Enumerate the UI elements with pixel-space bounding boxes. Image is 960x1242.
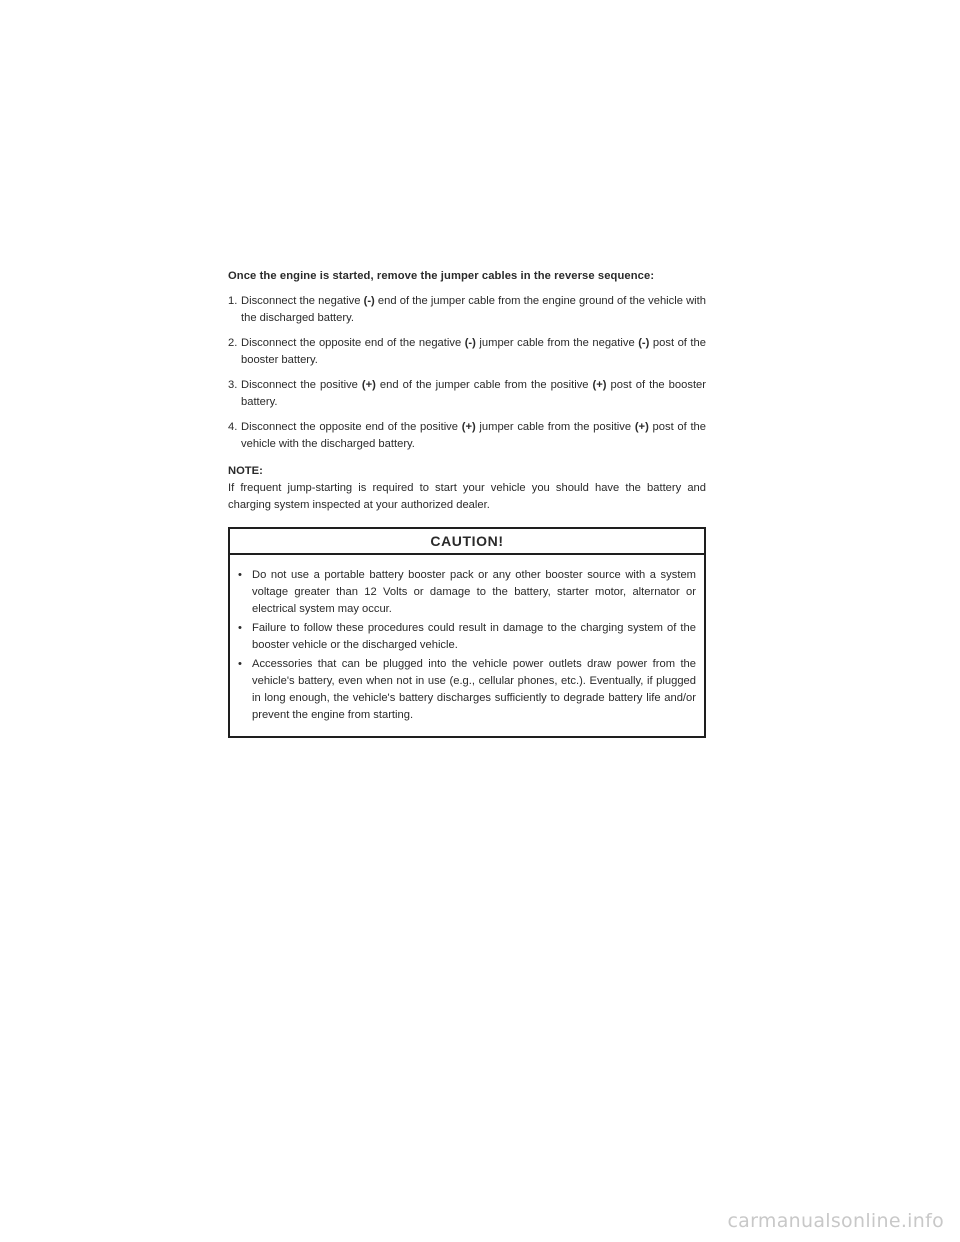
caution-list bbox=[230, 555, 704, 736]
note-label: NOTE: bbox=[228, 465, 263, 477]
caution-text: Accessories that can be plugged into the vehicle power outlets draw power from the vehicle's battery, even when not in use (e.g., cellular phones, etc.). Eventually, if plugged in long enough, the vehicle's battery discharges sufficiently to degrade battery life and/or prevent the engine from starting. bbox=[252, 658, 696, 721]
bullet-icon: • bbox=[238, 658, 242, 670]
polarity-label: (+) bbox=[592, 379, 607, 391]
step-text: Disconnect the negative (-) end of the jumper cable from the engine ground of the vehicle with the discharged battery. bbox=[241, 295, 706, 324]
bullet-icon: • bbox=[238, 622, 242, 634]
procedure-steps bbox=[228, 293, 706, 453]
bullet-icon: • bbox=[238, 569, 242, 581]
manual-page-content bbox=[228, 268, 706, 738]
step-number: 4. bbox=[228, 421, 238, 433]
caution-item bbox=[238, 620, 696, 654]
caution-item bbox=[238, 567, 696, 618]
step-number: 1. bbox=[228, 295, 238, 307]
step-item-3 bbox=[228, 377, 706, 411]
step-text: Disconnect the opposite end of the positive (+) jumper cable from the positive (+) post of the vehicle with the discharged battery. bbox=[241, 421, 706, 450]
caution-item bbox=[238, 656, 696, 724]
note-text: If frequent jump-starting is required to start your vehicle you should have the battery and charging system inspected at your authorized dealer. bbox=[228, 482, 706, 511]
site-watermark: carmanualsonline.info bbox=[727, 1210, 944, 1232]
polarity-label: (+) bbox=[461, 421, 476, 433]
step-number: 2. bbox=[228, 337, 238, 349]
caution-text: Failure to follow these procedures could result in damage to the charging system of the booster vehicle or the discharged vehicle. bbox=[252, 622, 696, 651]
polarity-label: (-) bbox=[464, 337, 476, 349]
step-item-4 bbox=[228, 419, 706, 453]
caution-text: Do not use a portable battery booster pack or any other booster source with a system voltage greater than 12 Volts or damage to the battery, starter motor, alternator or electrical system may occur. bbox=[252, 569, 696, 615]
step-item-2 bbox=[228, 335, 706, 369]
intro-heading: Once the engine is started, remove the jumper cables in the reverse sequence: bbox=[228, 270, 655, 282]
step-item-1 bbox=[228, 293, 706, 327]
polarity-label: (-) bbox=[638, 337, 650, 349]
polarity-label: (+) bbox=[634, 421, 649, 433]
step-number: 3. bbox=[228, 379, 238, 391]
polarity-label: (-) bbox=[363, 295, 375, 307]
caution-box bbox=[228, 527, 706, 738]
step-text: Disconnect the positive (+) end of the jumper cable from the positive (+) post of the booster battery. bbox=[241, 379, 706, 408]
polarity-label: (+) bbox=[361, 379, 376, 391]
step-text: Disconnect the opposite end of the negative (-) jumper cable from the negative (-) post of the booster battery. bbox=[241, 337, 706, 366]
caution-title: CAUTION! bbox=[230, 529, 704, 555]
